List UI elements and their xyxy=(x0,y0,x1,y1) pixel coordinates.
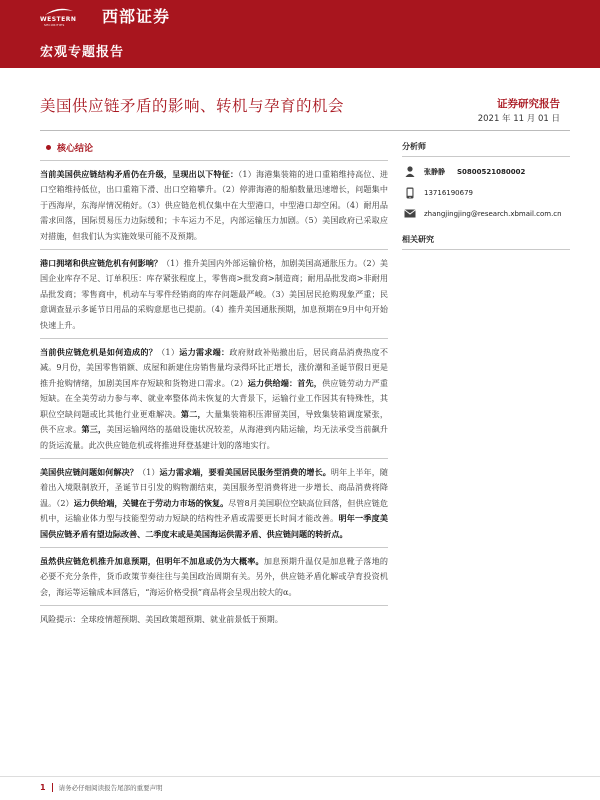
analyst-heading: 分析师 xyxy=(402,141,570,157)
core-paragraph xyxy=(40,345,388,453)
report-date: 2021 年 11 月 01 日 xyxy=(477,114,560,124)
footer xyxy=(40,783,163,792)
paragraph-emphasis: 当前供应链危机是如何造成的？ xyxy=(40,347,158,358)
core-conclusion-label: 核心结论 xyxy=(57,144,94,154)
paragraph-text: （1）海港集装箱的进口重箱维持高位、进口空箱维持低位，出口重箱下滑、出口空箱攀升。（2）停滞海港的船舶数量迅速增长，问题集中于西海岸，东海岸情况稍好。（3）供应链危机仅集中在大型港口，中型港口却空闲。（4）耐用品需求回落，国际贸易压力边际缓和；卡车运力不足，内部运输压力加剧。（5）美国政府已采取应对措施，但我们认为实施效果可能不及预期。 xyxy=(40,169,388,241)
analyst-name: 张静静 xyxy=(424,167,445,176)
core-conclusion-heading xyxy=(46,141,388,154)
email-icon xyxy=(402,209,418,218)
paragraph-text: 供应链劳动力严重短缺。在全美劳动力参与率、就业率整体尚未恢复的大背景下，运输行业工作因其有特殊性，其职位空缺问题或比其他行业更难解决。 xyxy=(40,377,388,419)
paragraph-emphasis: 美国供应链问题如何解决？ xyxy=(40,466,138,477)
footer-note: 请务必仔细阅读报告尾部的重要声明 xyxy=(58,784,163,792)
paragraph-emphasis: 明年一季度美国供应链矛盾有望边际改善、二季度末或是美国海运供需矛盾、供应链问题的转折点。 xyxy=(40,513,388,539)
report-type: 证券研究报告 xyxy=(497,98,560,110)
footer-separator xyxy=(52,783,53,792)
risk-label: 风险提示： xyxy=(40,614,81,625)
paragraph-emphasis: 运力供给端：首先， xyxy=(247,377,323,388)
header-band xyxy=(0,0,600,68)
analyst-phone: 13716190679 xyxy=(424,188,473,197)
paragraph-divider xyxy=(40,547,388,548)
core-paragraphs xyxy=(40,167,388,606)
paragraph-text: 加息预期升温仅是加息靴子落地的必要不充分条件，货币政策节奏往往与美国政治周期有关。另外，供应链矛盾化解或孕育投资机会，海运等运输成本回落后，“海运价格受损”商品将会呈现出较大的α。 xyxy=(40,555,388,597)
paragraph-text: 大量集装箱积压滞留美国，导致集装箱调度紧张，供不应求。 xyxy=(40,408,388,435)
paragraph-emphasis: 运力需求端： xyxy=(179,347,230,358)
paragraph-text: （1） xyxy=(157,347,180,358)
core-paragraph xyxy=(40,554,388,600)
footer-divider xyxy=(0,776,600,777)
paragraph-emphasis: 虽然供应链危机推升加息预期，但明年不加息或仍为大概率。 xyxy=(40,555,264,566)
analyst-email[interactable]: zhangjingjing@research.xbmail.com.cn xyxy=(424,209,562,218)
sidebar xyxy=(402,141,570,250)
core-paragraph xyxy=(40,167,388,244)
phone-row xyxy=(402,186,570,199)
brand-en-sub: SECURITIES xyxy=(44,22,65,27)
paragraph-text: 美国运输网络的基础设施状况较差，从海港到内陆运输，均无法承受当前飙升的货运流量。此次供应链危机或将推进拜登基建计划的落地实行。 xyxy=(40,424,388,450)
brand-cn: 西部证券 xyxy=(102,7,171,26)
paragraph-emphasis: 当前美国供应链结构矛盾仍在升级，呈现出以下特征： xyxy=(40,169,239,179)
risk-warning xyxy=(40,612,388,626)
brand-en: WESTERN xyxy=(40,15,77,23)
company-logo xyxy=(40,4,170,27)
paragraph-divider xyxy=(40,338,388,339)
paragraph-text: 明年上半年，随着出入境限制放开，圣诞节日引发的购物潮结束，美国服务型消费将进一步增长、商品消费将降温。（2） xyxy=(40,466,388,508)
logo-mark xyxy=(40,5,98,27)
title-divider xyxy=(40,130,570,131)
paragraph-divider xyxy=(40,249,388,250)
paragraph-emphasis: 港口拥堵和供应链危机有何影响？ xyxy=(40,258,163,269)
paragraph-divider xyxy=(40,605,388,606)
related-research-heading: 相关研究 xyxy=(402,234,570,250)
person-icon xyxy=(402,166,418,177)
paragraph-emphasis: 第三， xyxy=(81,424,107,435)
core-paragraph xyxy=(40,256,388,333)
main-column xyxy=(40,141,388,626)
email-row xyxy=(402,207,570,220)
phone-icon xyxy=(402,187,418,199)
risk-text: 全球疫情超预期、美国政策超预期、就业前景低于预期。 xyxy=(80,614,283,625)
paragraph-divider xyxy=(40,458,388,459)
paragraph-emphasis: 第二， xyxy=(180,408,206,419)
analyst-cert: S0800521080002 xyxy=(457,167,526,176)
section-divider xyxy=(40,160,388,161)
paragraph-emphasis: 运力供给端，关键在于劳动力市场的恢复。 xyxy=(73,497,229,508)
report-title: 美国供应链矛盾的影响、转机与孕育的机会 xyxy=(40,97,345,115)
paragraph-text: （1）推升美国内外部运输价格，加剧美国高通胀压力。（2）美国企业库存不足、订单积压：库存紧张程度上，零售商>批发商>制造商；耐用品批发商>非耐用品批发商；零售商中，机动车与零件经销商的库存问题最严峻。（3）美国居民抢购现象严重；民意调查显示多诞节日用品的采购意愿也已提前。（4）推升美国通胀预期，加息预期在9月中旬开始快速上升。 xyxy=(40,258,388,330)
core-paragraph xyxy=(40,465,388,542)
paragraph-emphasis: 运力需求端，要看美国居民服务型消费的增长。 xyxy=(159,466,331,477)
page-number: 1 xyxy=(40,783,46,792)
bullet-icon xyxy=(46,145,51,150)
report-kind: 宏观专题报告 xyxy=(40,45,125,60)
analyst-row xyxy=(402,165,570,178)
paragraph-text: （1） xyxy=(137,466,160,477)
paragraph-text: 尽管8月美国职位空缺高位回落，但供应链危机中，运输业体力型与技能型劳动力短缺的结构性矛盾或需要更长时间才能改善。 xyxy=(40,497,388,524)
paragraph-text: 政府财政补贴撤出后，居民商品消费热度不减。9月份，美国零售销额、成屋和新建住房销售量均录得环比正增长，涨价潮和圣诞节假日更是推升抢购情绪，加剧美国库存短缺和货物进口需求。（2） xyxy=(40,347,388,388)
